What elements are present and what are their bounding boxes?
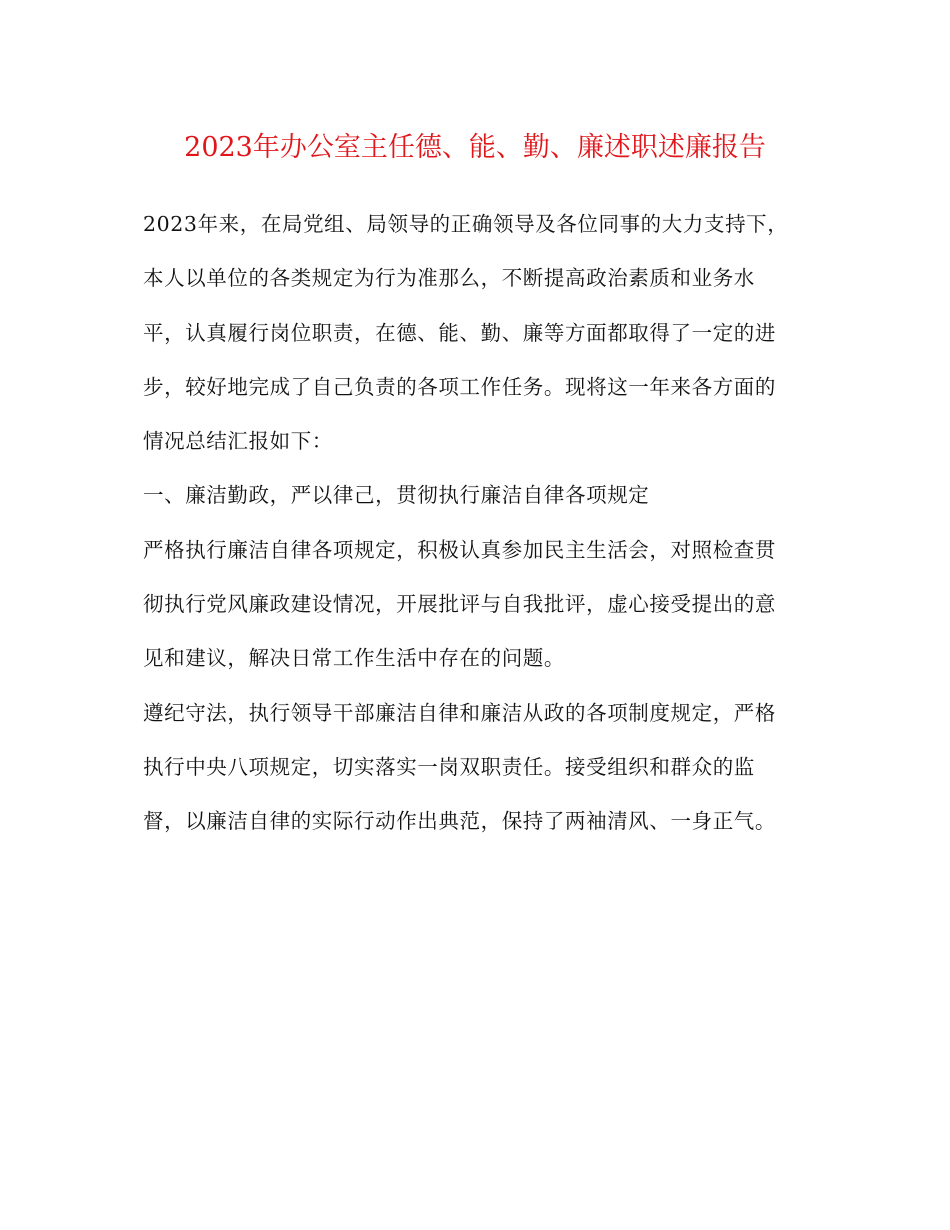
text-line: 本人以单位的各类规定为行为准那么，不断提高政治素质和业务水	[143, 266, 755, 291]
text-line: 2023年来，在局党组、局领导的正确领导及各位同事的大力支持下，	[143, 212, 789, 236]
text-line: 平，认真履行岗位职责，在德、能、勤、廉等方面都取得了一定的进	[143, 320, 776, 345]
text-line: 遵纪守法，执行领导干部廉洁自律和廉洁从政的各项制度规定，严格	[143, 700, 776, 725]
text-line: 执行中央八项规定，切实落实一岗双职责任。接受组织和群众的监	[143, 754, 755, 779]
document-body	[143, 205, 803, 857]
text-line: 情况总结汇报如下：	[143, 429, 333, 454]
text-line: 督，以廉洁自律的实际行动作出典范，保持了两袖清风、一身正气。	[143, 809, 776, 834]
text-line: 彻执行党风廉政建设情况，开展批评与自我批评，虚心接受提出的意	[143, 592, 776, 617]
text-line: 步，较好地完成了自己负责的各项工作任务。现将这一年来各方面的	[143, 374, 776, 399]
section-heading: 一、廉洁勤政，严以律己，贯彻执行廉洁自律各项规定	[143, 483, 650, 508]
text-line: 见和建议，解决日常工作生活中存在的问题。	[143, 646, 565, 671]
document-title: 2023年办公室主任德、能、勤、廉述职述廉报告	[184, 132, 766, 163]
text-line: 严格执行廉洁自律各项规定，积极认真参加民主生活会，对照检查贯	[143, 537, 776, 562]
